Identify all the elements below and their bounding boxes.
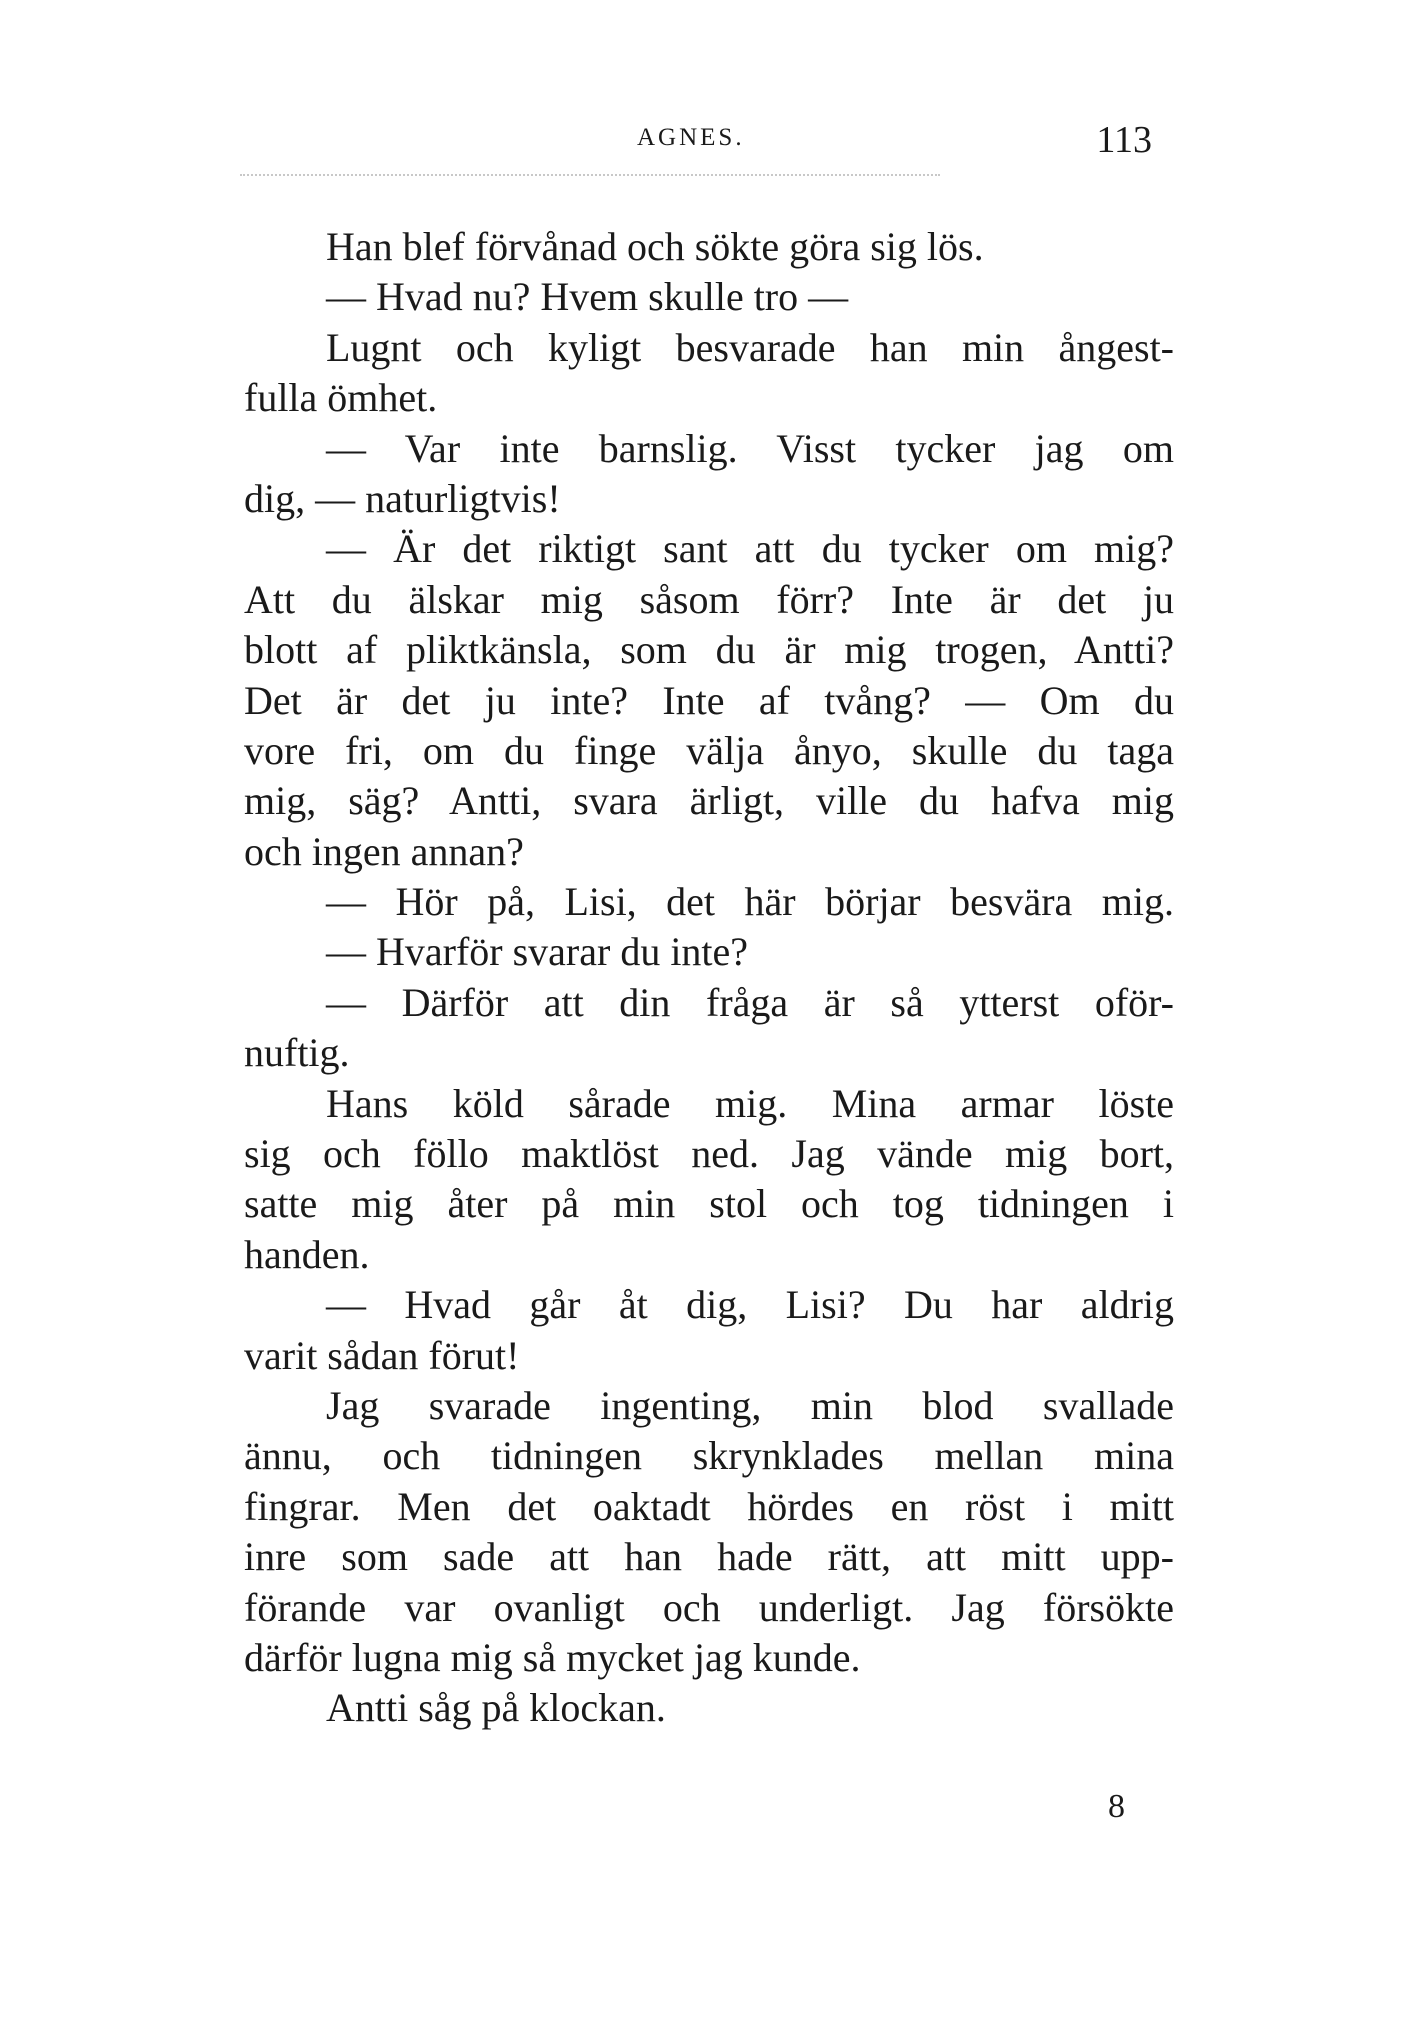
text-line: dig, — naturligtvis!: [244, 475, 561, 521]
text-line: satte mig åter på min stol och tog tidningen i: [244, 1181, 1174, 1227]
text-line: och ingen annan?: [244, 828, 524, 874]
text-line: Antti såg på klockan.: [326, 1685, 666, 1731]
text-line: vore fri, om du finge välja ånyo, skulle du taga: [244, 727, 1174, 773]
running-title: AGNES.: [637, 124, 745, 151]
text-line: — Var inte barnslig. Visst tycker jag om: [326, 425, 1174, 471]
header-rule: [240, 174, 940, 176]
text-line: fulla ömhet.: [244, 375, 438, 421]
text-line: — Hvad nu? Hvem skulle tro —: [326, 274, 849, 320]
text-line: Att du älskar mig såsom förr? Inte är det ju: [244, 576, 1174, 622]
text-line: handen.: [244, 1231, 370, 1277]
text-line: — Hvarför svarar du inte?: [326, 929, 749, 975]
text-line: nuftig.: [244, 1030, 350, 1076]
text-line: ännu, och tidningen skrynklades mellan mina: [244, 1433, 1174, 1479]
text-line: fingrar. Men det oaktadt hördes en röst i mitt: [244, 1483, 1174, 1529]
text-line: Jag svarade ingenting, min blod svallade: [326, 1382, 1174, 1428]
text-line: inre som sade att han hade rätt, att mitt upp-: [244, 1534, 1174, 1580]
text-line: varit sådan förut!: [244, 1332, 520, 1378]
text-line: — Är det riktigt sant att du tycker om mig?: [326, 526, 1174, 572]
text-line: förande var ovanligt och underligt. Jag försökte: [244, 1584, 1174, 1630]
text-line: blott af pliktkänsla, som du är mig trogen, Antti?: [244, 627, 1174, 673]
body-text: [244, 222, 1174, 1734]
signature-mark: 8: [1108, 1788, 1125, 1825]
text-line: Det är det ju inte? Inte af tvång? — Om du: [244, 677, 1174, 723]
text-line: Lugnt och kyligt besvarade han min ångest-: [326, 324, 1174, 370]
text-line: sig och föllo maktlöst ned. Jag vände mig bort,: [244, 1131, 1174, 1177]
page-number: 113: [1096, 119, 1152, 161]
text-line: — Därför att din fråga är så ytterst oför-: [326, 979, 1174, 1025]
text-line: — Hvad går åt dig, Lisi? Du har aldrig: [326, 1282, 1174, 1328]
text-line: Hans köld sårade mig. Mina armar löste: [326, 1080, 1174, 1126]
text-line: därför lugna mig så mycket jag kunde.: [244, 1634, 861, 1680]
text-line: — Hör på, Lisi, det här börjar besvära mig.: [326, 879, 1174, 925]
running-head: [244, 118, 1152, 161]
text-line: Han blef förvånad och sökte göra sig lös.: [326, 224, 984, 269]
text-line: mig, säg? Antti, svara ärligt, ville du hafva mig: [244, 778, 1174, 824]
